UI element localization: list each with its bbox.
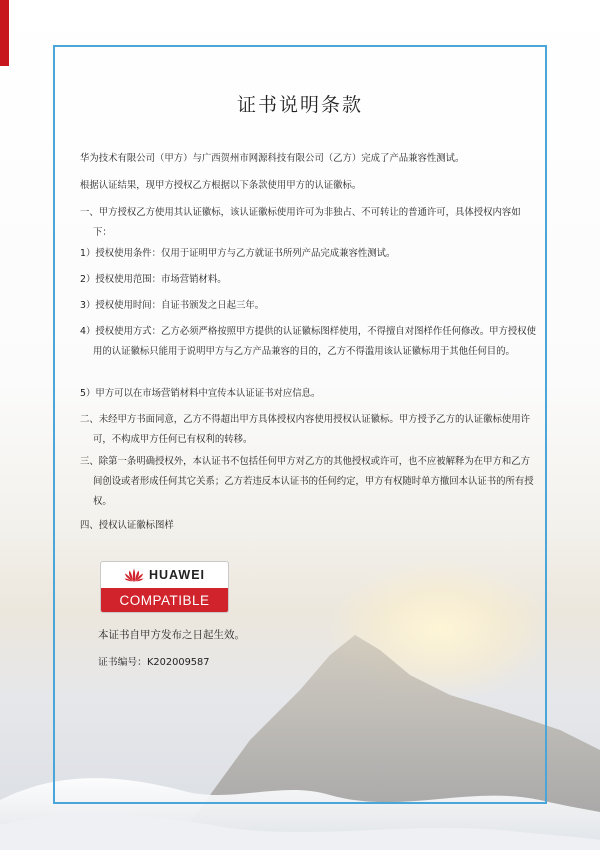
huawei-compatible-badge — [100, 561, 229, 613]
basis-statement: 根据认证结果，现甲方授权乙方根据以下条款使用甲方的认证徽标。 — [80, 180, 362, 191]
badge-brand-name: HUAWEI — [149, 568, 205, 582]
clause-3: 三、除第一条明确授权外，本认证书不包括任何甲方对乙方的其他授权或许可，也不应被解释为在甲方和乙方间创设或者形成任何其它关系；乙方若违反本认证书的任何约定，甲方有权随时单方撤回本认证书的所有授权。 — [80, 456, 534, 507]
page-title: 证书说明条款 — [236, 94, 363, 116]
clause-1-item-1: 1）授权使用条件：仅用于证明甲方与乙方就证书所列产品完成兼容性测试。 — [80, 248, 396, 259]
clause-2: 二、未经甲方书面同意，乙方不得超出甲方具体授权内容使用授权认证徽标。甲方授予乙方的认证徽标使用许可，不构成甲方任何已有权利的转移。 — [80, 414, 531, 445]
badge-compatible-label: COMPATIBLE — [101, 588, 228, 612]
clause-1-heading: 一、甲方授权乙方使用其认证徽标，该认证徽标使用许可为非独占、不可转让的普通许可，具体授权内容如下： — [80, 207, 521, 238]
clause-1-item-4: 4）授权使用方式：乙方必须严格按照甲方提供的认证徽标图样使用，不得擅自对图样作任何修改。甲方授权使用的认证徽标只能用于说明甲方与乙方产品兼容的目的，乙方不得滥用该认证徽标用于其他任何目的。 — [80, 326, 536, 357]
badge-brand-row — [101, 562, 228, 588]
effective-date-statement: 本证书自甲方发布之日起生效。 — [98, 629, 245, 641]
intro-statement: 华为技术有限公司（甲方）与广西贺州市网源科技有限公司（乙方）完成了产品兼容性测试。 — [80, 153, 465, 164]
clause-1-item-5: 5）甲方可以在市场营销材料中宣传本认证证书对应信息。 — [80, 388, 321, 399]
clause-1-item-3: 3）授权使用时间：自证书颁发之日起三年。 — [80, 300, 265, 311]
corner-accent-bar — [0, 0, 9, 66]
clause-4: 四、授权认证徽标图样 — [80, 520, 174, 531]
huawei-logo-icon — [124, 568, 144, 582]
clause-1-item-2: 2）授权使用范围：市场营销材料。 — [80, 274, 227, 285]
certificate-number: 证书编号：K202009587 — [98, 657, 210, 668]
